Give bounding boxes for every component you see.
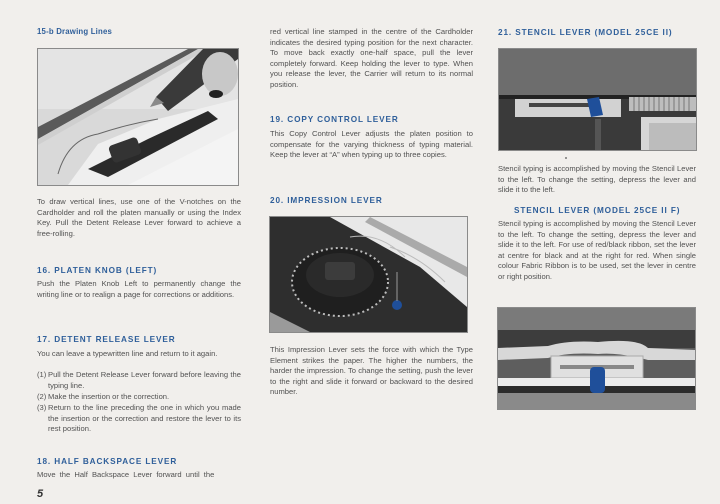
step-text: Return to the line preceding the one in which you made the insertion or the correction and restore the lever to its rest position.: [48, 403, 241, 434]
photo-drawing-lines: [37, 48, 239, 186]
paragraph-17: You can leave a typewritten line and return to it again.: [37, 349, 218, 358]
heading-18-half-backspace: 18. HALF BACKSPACE LEVER: [37, 457, 178, 466]
paragraph-15b: To draw vertical lines, use one of the V-notches on the Cardholder and roll the platen manually or using the Index Key. Pull the Detent Release Lever forward to achieve a free-rolling.: [37, 197, 241, 238]
photo-stencil-lever-25ce-ii-f: [497, 307, 696, 410]
drawing-lines-illustration: [38, 49, 238, 185]
paragraph-18-continued: red vertical line stamped in the centre of the Cardholder indicates the desired typing position for the next character. To move back exactly one-half space, pull the lever completely forward. Keep holding the lever to type. When you release the lever, the Carrier will return to its normal position.: [270, 27, 473, 89]
step-number: (1): [37, 370, 47, 379]
photo-impression-lever: [269, 216, 468, 333]
stencil-lever-illustration: [499, 49, 696, 150]
heading-21f-stencil-lever: STENCIL LEVER (MODEL 25CE II F): [514, 206, 681, 215]
heading-15b-drawing-lines: 15-b Drawing Lines: [37, 27, 113, 36]
step-17-2: [37, 392, 241, 403]
step-17-1: [37, 370, 241, 391]
step-number: (2): [37, 392, 47, 401]
impression-lever-illustration: [270, 217, 467, 332]
stencil-lever-f-illustration: [498, 308, 695, 409]
page-number: 5: [37, 488, 44, 500]
paragraph-20: This Impression Lever sets the force with which the Type Element strikes the paper. The higher the numbers, the harder the impression. To change the setting, push the lever to the right and slide it forward or backward to the desired number.: [270, 345, 473, 397]
heading-19-copy-control: 19. COPY CONTROL LEVER: [270, 115, 399, 124]
paragraph-21: Stencil typing is accomplished by moving the Stencil Lever to the left. To change the setting, depress the lever and slide it to the left.: [498, 164, 696, 195]
step-number: (3): [37, 403, 47, 412]
heading-21-stencil-lever: 21. STENCIL LEVER (MODEL 25CE II): [498, 28, 673, 37]
step-text: Pull the Detent Release Lever forward before leaving the typing line.: [48, 370, 241, 390]
paragraph-18-start: Move the Half Backspace Lever forward until the: [37, 470, 215, 479]
step-17-3: [37, 403, 241, 435]
paragraph-21f: Stencil typing is accomplished by moving the Stencil Lever to the left. To change the setting, depress the lever and slide it to the left. For use of red/black ribbon, set the lever at centre for black and at the right for red. When single colour Fabric Ribbon is to be used, set the lever in centre or right position.: [498, 219, 696, 281]
caption-dot: [565, 157, 567, 159]
paragraph-16: Push the Platen Knob Left to permanently change the writing line or to realign a page for corrections or additions.: [37, 279, 241, 299]
heading-17-detent-release: 17. DETENT RELEASE LEVER: [37, 335, 176, 344]
paragraph-19: This Copy Control Lever adjusts the platen position to compensate for the varying thickness of typing material. Keep the lever at “A” when typing up to three copies.: [270, 129, 473, 160]
heading-16-platen-knob: 16. PLATEN KNOB (LEFT): [37, 266, 158, 275]
step-text: Make the insertion or the correction.: [48, 392, 170, 401]
heading-20-impression: 20. IMPRESSION LEVER: [270, 196, 383, 205]
photo-stencil-lever-25ce-ii: [498, 48, 697, 151]
